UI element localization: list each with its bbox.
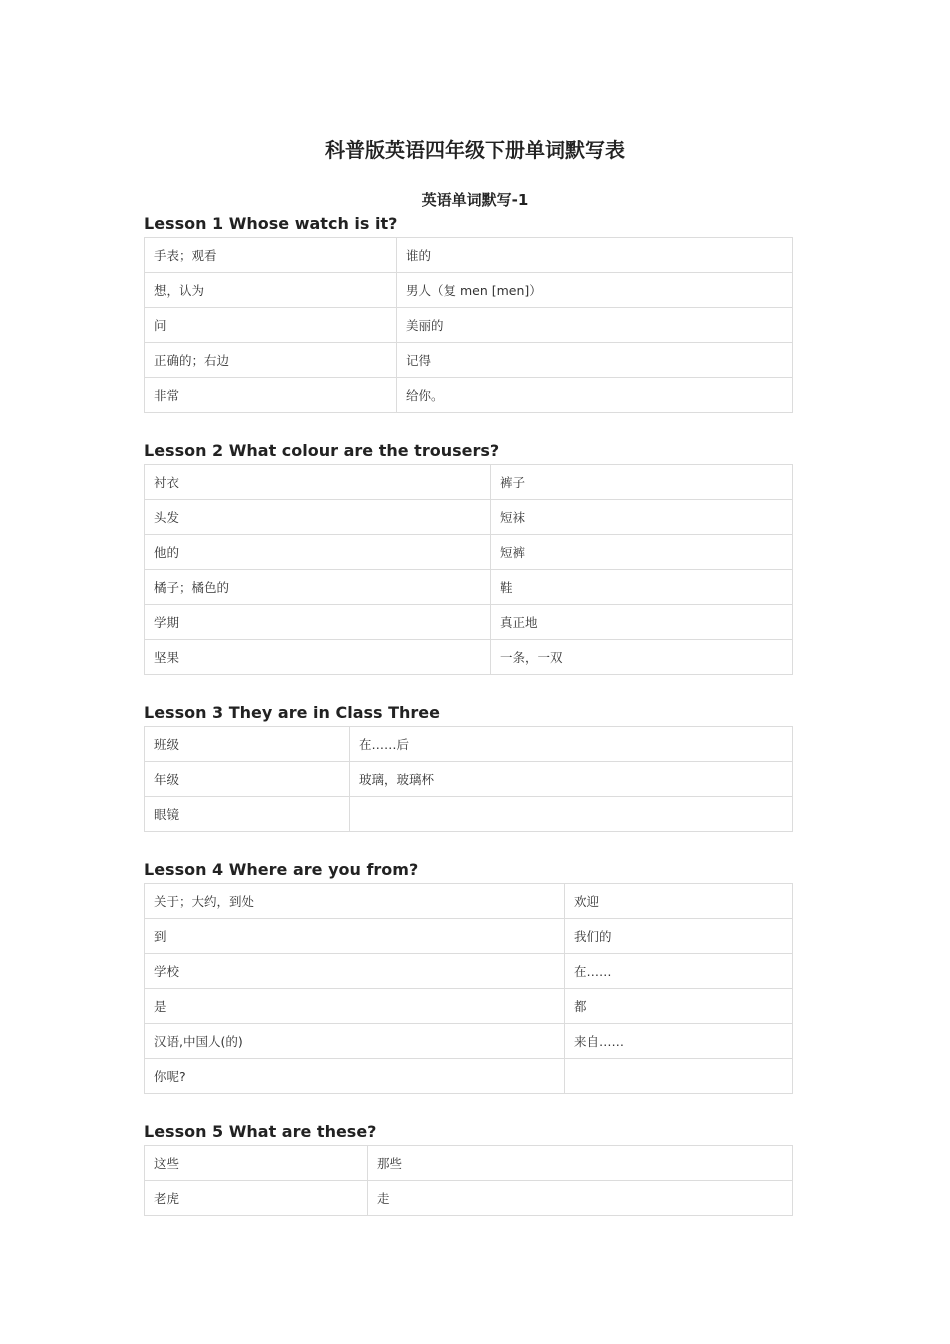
table-cell: 来自……: [565, 1024, 793, 1059]
lesson-2-section: [144, 440, 792, 675]
table-cell: 玻璃，玻璃杯: [350, 762, 793, 797]
lesson-heading: Lesson 4 Where are you from?: [144, 860, 419, 879]
table-cell: 到: [145, 919, 565, 954]
lesson-heading: Lesson 1 Whose watch is it?: [144, 214, 398, 233]
table-cell: 走: [368, 1181, 793, 1216]
table-cell: 我们的: [565, 919, 793, 954]
table-row: [145, 343, 793, 378]
table-cell: 问: [145, 308, 397, 343]
table-row: [145, 989, 793, 1024]
table-cell: 在……后: [350, 727, 793, 762]
table-row: [145, 308, 793, 343]
vocab-table: [144, 726, 793, 832]
vocab-table: [144, 883, 793, 1094]
table-cell: 你呢?: [145, 1059, 565, 1094]
table-cell: 鞋: [491, 570, 793, 605]
table-row: [145, 535, 793, 570]
table-cell: 坚果: [145, 640, 491, 675]
table-cell: 正确的；右边: [145, 343, 397, 378]
table-cell: 头发: [145, 500, 491, 535]
table-cell: 短裤: [491, 535, 793, 570]
table-cell: 在……: [565, 954, 793, 989]
table-row: [145, 500, 793, 535]
table-cell: 学期: [145, 605, 491, 640]
lesson-heading: Lesson 2 What colour are the trousers?: [144, 441, 500, 460]
table-row: [145, 1059, 793, 1094]
lesson-3-section: [144, 702, 792, 832]
vocab-table: [144, 1145, 793, 1216]
table-cell: 关于；大约，到处: [145, 884, 565, 919]
table-cell: 欢迎: [565, 884, 793, 919]
table-cell: 男人（复 men [men]）: [397, 273, 793, 308]
lesson-heading: Lesson 3 They are in Class Three: [144, 703, 440, 722]
table-cell: 都: [565, 989, 793, 1024]
table-cell: 美丽的: [397, 308, 793, 343]
table-row: [145, 465, 793, 500]
lesson-1-section: [144, 213, 792, 413]
table-row: [145, 1146, 793, 1181]
table-cell: 真正地: [491, 605, 793, 640]
table-cell: 那些: [368, 1146, 793, 1181]
table-row: [145, 570, 793, 605]
lesson-heading: Lesson 5 What are these?: [144, 1122, 377, 1141]
document-title: 科普版英语四年级下册单词默写表: [325, 138, 625, 162]
table-cell: 衬衣: [145, 465, 491, 500]
table-row: [145, 797, 793, 832]
table-cell: 谁的: [397, 238, 793, 273]
table-cell: 是: [145, 989, 565, 1024]
table-cell: 给你。: [397, 378, 793, 413]
table-cell: 记得: [397, 343, 793, 378]
table-cell: [350, 797, 793, 832]
table-cell: 裤子: [491, 465, 793, 500]
table-row: [145, 954, 793, 989]
table-row: [145, 605, 793, 640]
table-cell: 他的: [145, 535, 491, 570]
table-cell: 班级: [145, 727, 350, 762]
table-row: [145, 238, 793, 273]
vocab-table: [144, 464, 793, 675]
lesson-4-section: [144, 859, 792, 1094]
document-subtitle: 英语单词默写-1: [421, 191, 529, 209]
table-cell: 短袜: [491, 500, 793, 535]
lesson-5-section: [144, 1121, 792, 1216]
table-row: [145, 1024, 793, 1059]
table-row: [145, 884, 793, 919]
table-row: [145, 919, 793, 954]
table-row: [145, 762, 793, 797]
table-row: [145, 1181, 793, 1216]
table-cell: 一条，一双: [491, 640, 793, 675]
table-row: [145, 640, 793, 675]
table-cell: 老虎: [145, 1181, 368, 1216]
table-row: [145, 378, 793, 413]
table-cell: 学校: [145, 954, 565, 989]
table-cell: 汉语,中国人(的): [145, 1024, 565, 1059]
table-cell: 眼镜: [145, 797, 350, 832]
table-cell: 这些: [145, 1146, 368, 1181]
table-cell: 非常: [145, 378, 397, 413]
table-row: [145, 727, 793, 762]
table-cell: 想，认为: [145, 273, 397, 308]
table-cell: 手表；观看: [145, 238, 397, 273]
table-row: [145, 273, 793, 308]
table-cell: 橘子；橘色的: [145, 570, 491, 605]
vocab-table: [144, 237, 793, 413]
table-cell: [565, 1059, 793, 1094]
table-cell: 年级: [145, 762, 350, 797]
